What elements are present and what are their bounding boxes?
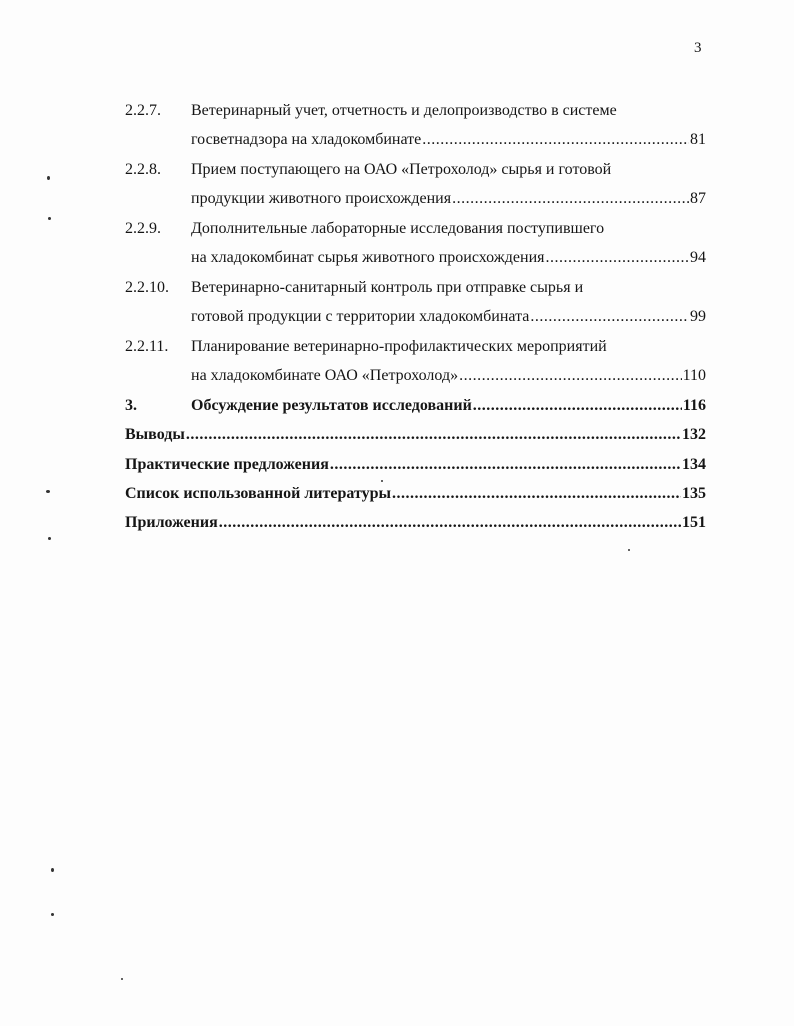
scan-speck (46, 490, 50, 493)
entry-title: Обсуждение результатов исследований (191, 397, 472, 414)
dot-leader (545, 248, 689, 268)
entry-number: 2.2.10. (125, 279, 169, 296)
entry-page: 135 (682, 485, 706, 502)
entry-title: Приложения (125, 514, 218, 531)
entry-page: 94 (690, 249, 706, 266)
entry-page: 110 (682, 367, 706, 384)
entry-page: 99 (690, 308, 706, 325)
entry-page: 87 (690, 190, 706, 207)
entry-title-line2: госветнадзора на хладокомбинате (191, 131, 422, 148)
scan-speck (48, 537, 51, 540)
toc-entry-practical-proposals[interactable] (125, 455, 706, 475)
entry-title-line1: Ветеринарно-санитарный контроль при отправке сырья и (191, 279, 584, 296)
entry-page: 116 (682, 397, 706, 414)
scan-speck (51, 913, 54, 916)
scan-speck (47, 176, 50, 180)
scan-speck (51, 868, 54, 872)
dot-leader (530, 307, 689, 327)
dot-leader (459, 366, 682, 386)
dot-leader (330, 455, 681, 475)
toc-entry-conclusions[interactable] (125, 425, 706, 445)
entry-title: Список использованной литературы (125, 485, 391, 502)
entry-title-line1: Планирование ветеринарно-профилактических мероприятий (191, 338, 607, 355)
entry-title-line2: продукции животного происхождения (191, 190, 452, 207)
dot-leader (392, 484, 681, 504)
entry-page: 132 (682, 426, 706, 443)
dot-leader (473, 396, 682, 416)
entry-title-line1: Дополнительные лабораторные исследования поступившего (191, 220, 605, 237)
toc-entry-appendices[interactable] (125, 513, 706, 533)
entry-title: Выводы (125, 426, 185, 443)
scan-speck (381, 480, 383, 482)
entry-page: 134 (682, 456, 706, 473)
entry-number: 2.2.9. (125, 220, 161, 237)
toc-entry-references[interactable] (125, 484, 706, 504)
scan-speck (628, 549, 630, 551)
entry-title-line2: готовой продукции с территории хладокомбината (191, 308, 530, 325)
entry-title: Практические предложения (125, 456, 329, 473)
entry-page: 151 (682, 514, 706, 531)
entry-number: 2.2.7. (125, 102, 161, 119)
scan-speck (48, 217, 51, 220)
dot-leader (452, 189, 689, 209)
entry-page: 81 (690, 131, 706, 148)
entry-title-line2: на хладокомбинате ОАО «Петрохолод» (191, 367, 459, 384)
dot-leader (422, 130, 689, 150)
scan-speck (121, 978, 123, 980)
page-number: 3 (694, 40, 702, 56)
entry-number: 3. (125, 397, 137, 414)
entry-title-line2: на хладокомбинат сырья животного происхождения (191, 249, 545, 266)
entry-number: 2.2.11. (125, 338, 169, 355)
entry-number: 2.2.8. (125, 161, 161, 178)
dot-leader (219, 513, 681, 533)
dot-leader (186, 425, 681, 445)
entry-title-line1: Прием поступающего на ОАО «Петрохолод» сырья и готовой (191, 161, 612, 178)
entry-title-line1: Ветеринарный учет, отчетность и делопроизводство в системе (191, 102, 617, 119)
